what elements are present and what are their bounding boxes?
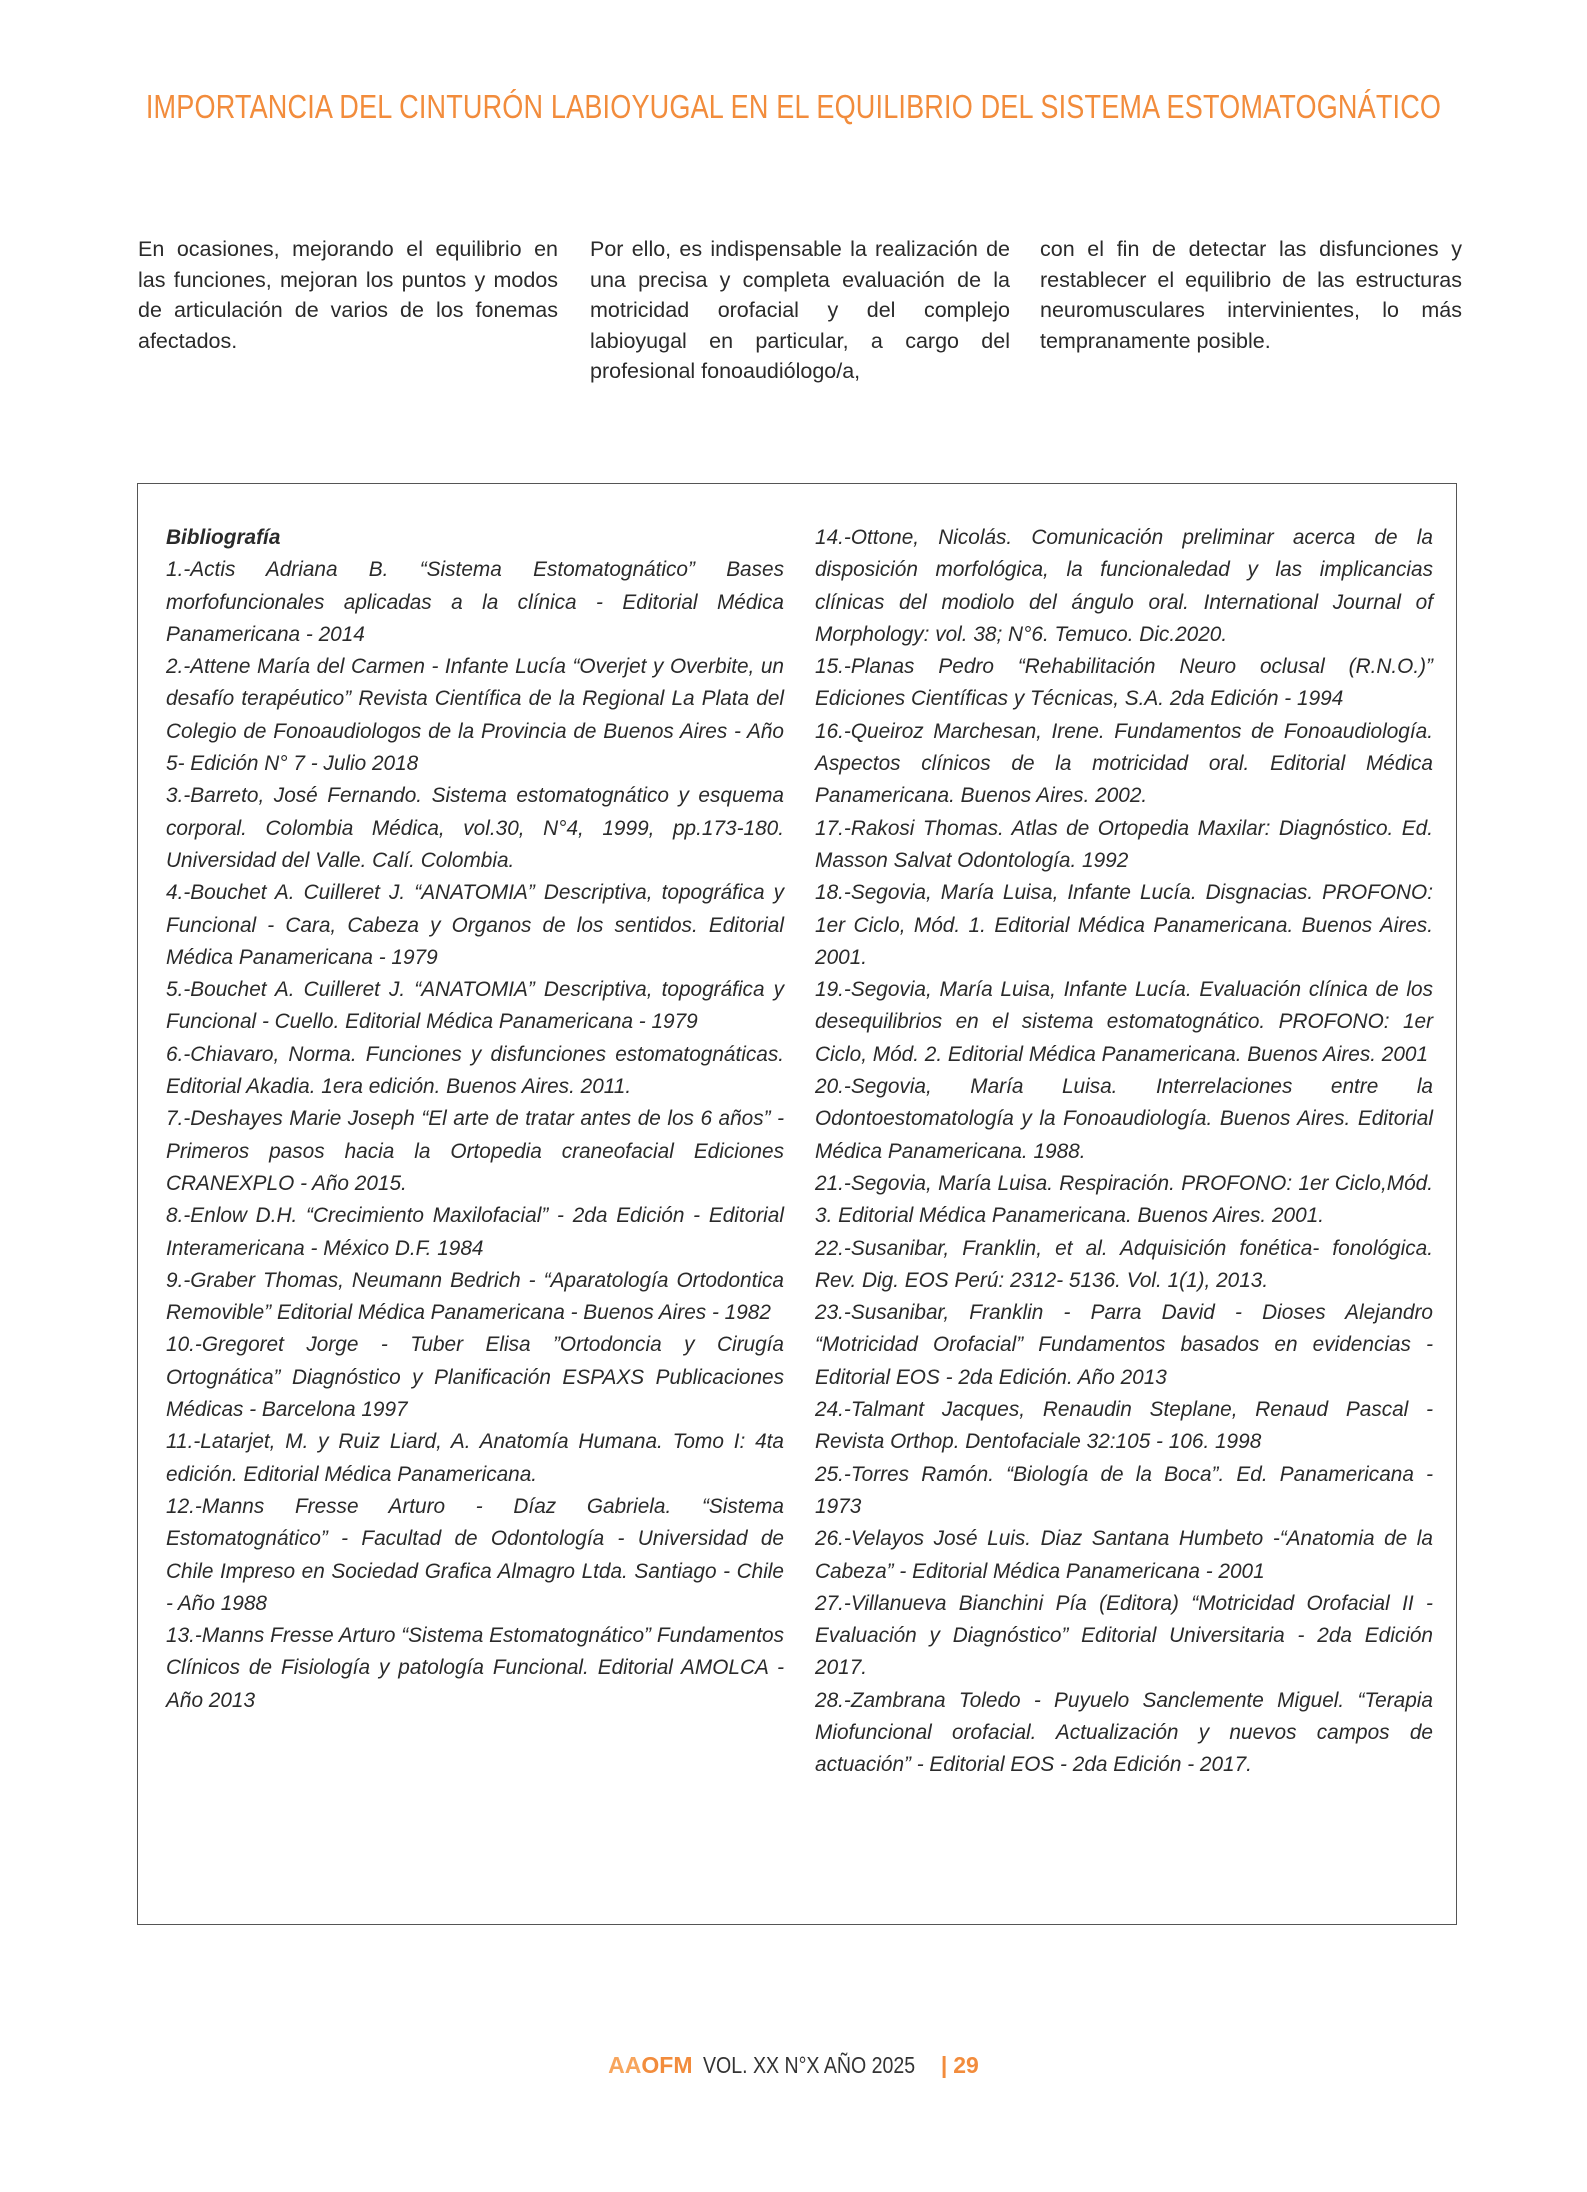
reference-item: 28.-Zambrana Toledo - Puyuelo Sanclemente Miguel. “Terapia Miofuncional orofacial. Actualización y nuevos campos de actuación” - Editorial EOS - 2da Edición - 2017. xyxy=(815,1688,1433,1777)
reference-item: 7.-Deshayes Marie Joseph “El arte de tratar antes de los 6 años” - Primeros pasos hacia la Ortopedia craneofacial Ediciones CRANEXPLO - Año 2015. xyxy=(166,1107,784,1195)
reference-item: 17.-Rakosi Thomas. Atlas de Ortopedia Maxilar: Diagnóstico. Ed. Masson Salvat Odontología. 1992 xyxy=(815,816,1433,872)
reference-item: 15.-Planas Pedro “Rehabilitación Neuro oclusal (R.N.O.)” Ediciones Científicas y Técnicas, S.A. 2da Edición - 1994 xyxy=(815,655,1433,711)
reference-item: 27.-Villanueva Bianchini Pía (Editora) “Motricidad Orofacial II - Evaluación y Diagnóstico” Editorial Universitaria - 2da Edición 2017. xyxy=(815,1591,1433,1680)
footer-separator: | xyxy=(940,2052,948,2078)
reference-item: 18.-Segovia, María Luisa, Infante Lucía. Disgnacias. PROFONO: 1er Ciclo, Mód. 1. Editorial Médica Panamericana. Buenos Aires. 2001. xyxy=(815,881,1433,969)
bibliography-column-right xyxy=(815,522,1433,1782)
reference-item: 11.-Latarjet, M. y Ruiz Liard, A. Anatomía Humana. Tomo I: 4ta edición. Editorial Médica Panamericana. xyxy=(166,1430,784,1486)
reference-item: 19.-Segovia, María Luisa, Infante Lucía. Evaluación clínica de los desequilibrios en el sistema estomatognático. PROFONO: 1er Ciclo, Mód. 2. Editorial Médica Panamericana. Buenos Aires. 2001 xyxy=(815,978,1433,1066)
bibliography-heading: Bibliografía xyxy=(166,526,281,549)
intro-paragraph: En ocasiones, mejorando el equilibrio en las funciones, mejoran los puntos y modos de articulación de varios de los fonemas afectados. xyxy=(138,237,558,353)
reference-item: 2.-Attene María del Carmen - Infante Lucía “Overjet y Overbite, un desafío terapéutico” Revista Científica de la Regional La Plata del Colegio de Fonoaudiologos de la Provincia de Buenos Aires - Año 5- Edición N° 7 - Julio 2018 xyxy=(166,655,784,776)
journal-logo-aa: AA xyxy=(608,2052,642,2078)
reference-item: 8.-Enlow D.H. “Crecimiento Maxilofacial” - 2da Edición - Editorial Interamericana - México D.F. 1984 xyxy=(166,1204,784,1260)
reference-item: 3.-Barreto, José Fernando. Sistema estomatognático y esquema corporal. Colombia Médica, vol.30, N°4, 1999, pp.173-180. Universidad del Valle. Calí. Colombia. xyxy=(166,784,784,872)
reference-item: 1.-Actis Adriana B. “Sistema Estomatognático” Bases morfofuncionales aplicadas a la clínica - Editorial Médica Panamericana - 2014 xyxy=(166,558,784,646)
reference-item: 6.-Chiavaro, Norma. Funciones y disfunciones estomatognáticas. Editorial Akadia. 1era edición. Buenos Aires. 2011. xyxy=(166,1042,784,1099)
reference-item: 13.-Manns Fresse Arturo “Sistema Estomatognático” Fundamentos Clínicos de Fisiología y patología Funcional. Editorial AMOLCA - Año 2013 xyxy=(166,1624,784,1712)
reference-item: 14.-Ottone, Nicolás. Comunicación preliminar acerca de la disposición morfológica, la funcionaledad y las implicancias clínicas del modiolo del ángulo oral. International Journal of Morphology: vol. 38; N°6. Temuco. Dic.2020. xyxy=(815,526,1433,646)
reference-item: 24.-Talmant Jacques, Renaudin Steplane, Renaud Pascal - Revista Orthop. Dentofaciale 32:105 - 106. 1998 xyxy=(815,1398,1433,1454)
reference-item: 22.-Susanibar, Franklin, et al. Adquisición fonética- fonológica. Rev. Dig. EOS Perú: 2312- 5136. Vol. 1(1), 2013. xyxy=(815,1236,1433,1292)
reference-item: 23.-Susanibar, Franklin - Parra David - Dioses Alejandro “Motricidad Orofacial” Fundamentos basados en evidencias - Editorial EOS - 2da Edición. Año 2013 xyxy=(815,1301,1433,1389)
intro-column-3 xyxy=(1040,234,1462,356)
reference-item: 10.-Gregoret Jorge - Tuber Elisa ”Ortodoncia y Cirugía Ortognática” Diagnóstico y Planificación ESPAXS Publicaciones Médicas - Barcelona 1997 xyxy=(166,1333,784,1422)
reference-item: 4.-Bouchet A. Cuilleret J. “ANATOMIA” Descriptiva, topográfica y Funcional - Cara, Cabeza y Organos de los sentidos. Editorial Médica Panamericana - 1979 xyxy=(166,881,784,969)
intro-paragraph: con el fin de detectar las disfunciones y restablecer el equilibrio de las estructuras neuromusculares intervinientes, lo más tempranamente posible. xyxy=(1040,237,1462,353)
running-header-title: IMPORTANCIA DEL CINTURÓN LABIOYUGAL EN EL EQUILIBRIO DEL SISTEMA ESTOMATOGNÁTICO xyxy=(145,88,1442,125)
reference-item: 16.-Queiroz Marchesan, Irene. Fundamentos de Fonoaudiología. Aspectos clínicos de la motricidad oral. Editorial Médica Panamericana. Buenos Aires. 2002. xyxy=(815,719,1433,808)
intro-column-2 xyxy=(590,234,1010,387)
volume-info: VOL. XX N°X AÑO 2025 xyxy=(702,2052,915,2078)
bibliography-box xyxy=(137,483,1457,1925)
reference-item: 26.-Velayos José Luis. Diaz Santana Humbeto -“Anatomia de la Cabeza” - Editorial Médica Panamericana - 2001 xyxy=(815,1527,1433,1583)
reference-item: 21.-Segovia, María Luisa. Respiración. PROFONO: 1er Ciclo,Mód. 3. Editorial Médica Panamericana. Buenos Aires. 2001. xyxy=(815,1171,1433,1228)
page-number: 29 xyxy=(953,2052,979,2078)
reference-item: 25.-Torres Ramón. “Biología de la Boca”. Ed. Panamericana - 1973 xyxy=(815,1462,1433,1518)
journal-logo-ofm: OFM xyxy=(641,2052,693,2078)
bibliography-column-left xyxy=(166,522,784,1717)
intro-column-1 xyxy=(138,234,558,356)
page-footer xyxy=(0,2052,1587,2079)
intro-paragraph: Por ello, es indispensable la realización de una precisa y completa evaluación de la motricidad orofacial y del complejo labioyugal en particular, a cargo del profesional fonoaudiólogo/a, xyxy=(590,237,1010,383)
reference-item: 20.-Segovia, María Luisa. Interrelaciones entre la Odontoestomatología y la Fonoaudiología. Buenos Aires. Editorial Médica Panamericana. 1988. xyxy=(815,1075,1433,1163)
reference-item: 5.-Bouchet A. Cuilleret J. “ANATOMIA” Descriptiva, topográfica y Funcional - Cuello. Editorial Médica Panamericana - 1979 xyxy=(166,978,784,1034)
reference-item: 9.-Graber Thomas, Neumann Bedrich - “Aparatología Ortodontica Removible” Editorial Médica Panamericana - Buenos Aires - 1982 xyxy=(166,1268,784,1325)
reference-item: 12.-Manns Fresse Arturo - Díaz Gabriela. “Sistema Estomatognático” - Facultad de Odontología - Universidad de Chile Impreso en Sociedad Grafica Almagro Ltda. Santiago - Chile - Año 1988 xyxy=(166,1494,784,1615)
